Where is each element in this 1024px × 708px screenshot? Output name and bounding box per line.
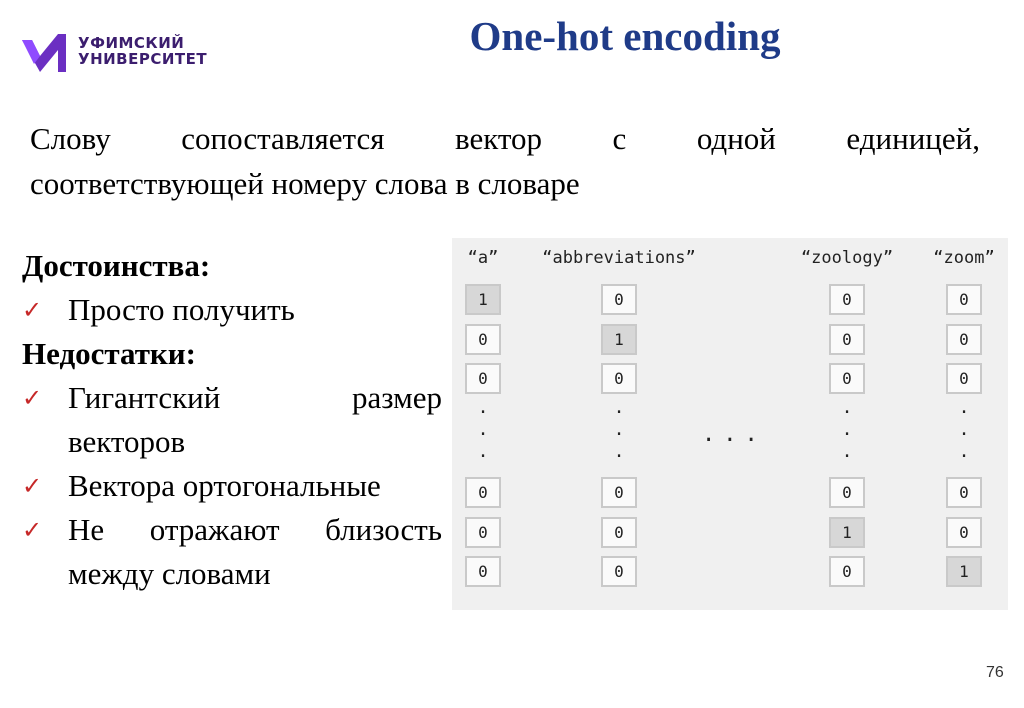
intro-line-2: соответствующей номеру слова в словаре (30, 166, 580, 201)
vector-cell: 0 (465, 363, 501, 394)
vector-cell: 0 (829, 556, 865, 587)
intro-paragraph (30, 116, 980, 206)
vector-cell: 0 (465, 477, 501, 508)
word-zoology-label: “zoology” (800, 248, 894, 268)
checkmark-icon: ✓ (22, 472, 43, 500)
slide-title: One-hot encoding (469, 13, 781, 59)
cons-item-word: близость (325, 512, 442, 547)
pros-item (22, 288, 442, 332)
vector-cell: 0 (465, 556, 501, 587)
vertical-ellipsis: · · · (477, 402, 489, 467)
cons-item (22, 508, 442, 596)
university-logo (20, 28, 230, 76)
cons-item-text: между словами (68, 556, 271, 591)
cons-item-word: отражают (149, 512, 280, 547)
cons-item-text: векторов (68, 424, 186, 459)
cons-item (22, 376, 442, 464)
vector-cell: 0 (829, 284, 865, 315)
vector-cell: 0 (601, 477, 637, 508)
vertical-ellipsis: · · · (841, 402, 853, 467)
intro-word: с (612, 121, 627, 156)
checkmark-icon: ✓ (22, 296, 43, 324)
cons-item-word: Не (68, 512, 105, 547)
vector-cell: 0 (829, 363, 865, 394)
intro-word: сопоставляется (181, 121, 385, 156)
intro-line-1 (30, 116, 980, 161)
intro-word: единицей, (846, 121, 980, 156)
vector-cell: 1 (946, 556, 982, 587)
vector-cell: 1 (601, 324, 637, 355)
checkmark-icon: ✓ (22, 384, 43, 412)
cons-item-word: Гигантский (68, 380, 221, 415)
vector-cell: 0 (465, 517, 501, 548)
vector-cell: 1 (829, 517, 865, 548)
vector-cell: 0 (829, 477, 865, 508)
vertical-ellipsis: · · · (613, 402, 625, 467)
vector-cell: 0 (465, 324, 501, 355)
page-number: 76 (986, 664, 1004, 681)
horizontal-ellipsis: ... (702, 422, 766, 447)
vector-cell: 0 (601, 517, 637, 548)
intro-word: вектор (455, 121, 543, 156)
intro-word: одной (696, 121, 776, 156)
logo-line-2: УНИВЕРСИТЕТ (78, 50, 208, 68)
cons-heading: Недостатки: (22, 336, 196, 371)
word-a-label: “a” (467, 248, 499, 268)
word-abbreviations-label: “abbreviations” (542, 248, 696, 268)
word-zoom-label: “zoom” (933, 248, 995, 268)
intro-word: Слову (30, 121, 111, 156)
university-logo-text (78, 35, 207, 67)
cons-item-word: размер (352, 380, 442, 415)
vector-cell: 0 (946, 477, 982, 508)
vector-cell: 0 (601, 363, 637, 394)
logo-line-1: УФИМСКИЙ (78, 34, 185, 52)
vector-cell: 1 (465, 284, 501, 315)
one-hot-vectors-figure (452, 238, 1008, 610)
vertical-ellipsis: · · · (958, 402, 970, 467)
vector-cell: 0 (601, 556, 637, 587)
pros-cons-list (22, 244, 442, 596)
pros-heading: Достоинства: (22, 248, 211, 283)
vector-cell: 0 (829, 324, 865, 355)
university-logo-mark-icon (20, 28, 70, 74)
vector-cell: 0 (946, 324, 982, 355)
cons-item-text: Вектора ортогональные (68, 468, 381, 503)
checkmark-icon: ✓ (22, 516, 43, 544)
vector-cell: 0 (601, 284, 637, 315)
pros-item-text: Просто получить (68, 292, 295, 327)
vector-cell: 0 (946, 363, 982, 394)
cons-item (22, 464, 442, 508)
vector-cell: 0 (946, 517, 982, 548)
vector-cell: 0 (946, 284, 982, 315)
